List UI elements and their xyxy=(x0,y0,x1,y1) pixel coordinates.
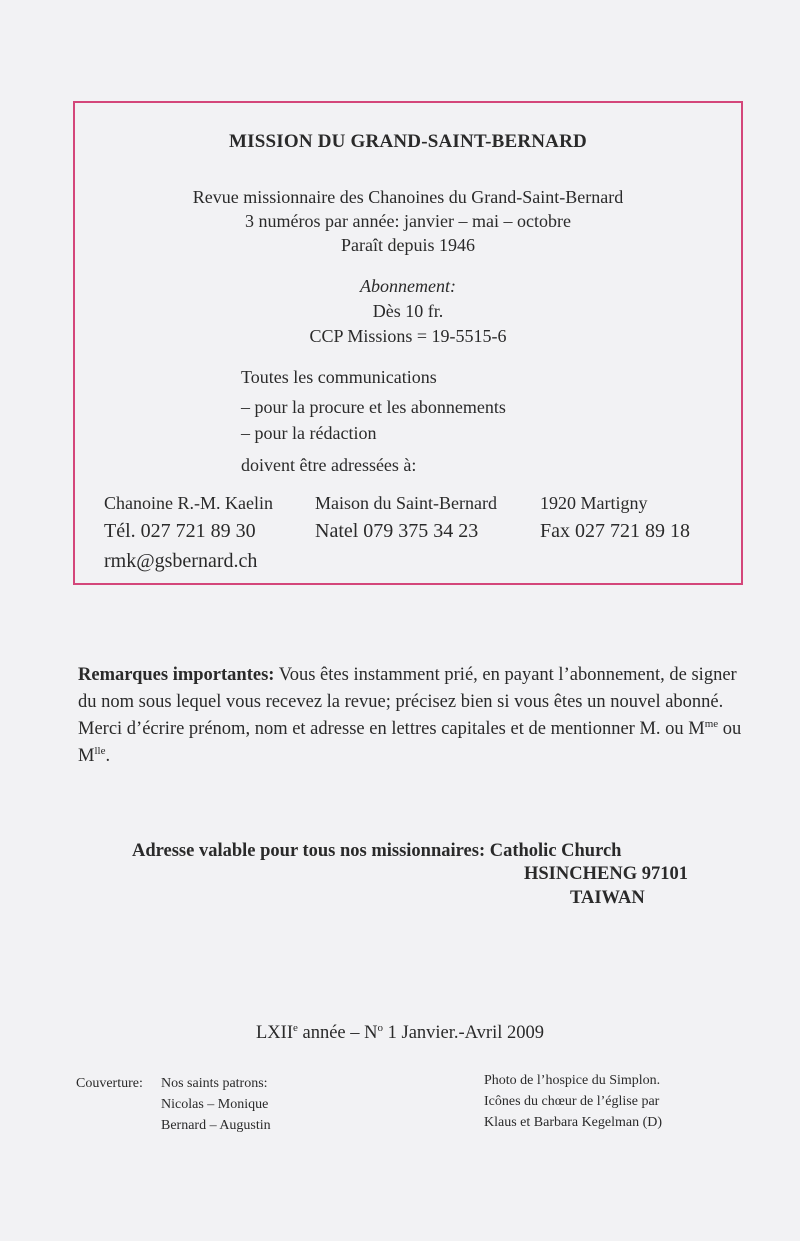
ccp: CCP Missions = 19-5515-6 xyxy=(309,326,507,346)
contact-name: Chanoine R.-M. Kaelin xyxy=(104,493,273,513)
communications-outro: doivent être adressées à: xyxy=(241,455,417,475)
issue-num-sup: o xyxy=(377,1022,383,1034)
communications-item: – pour la procure et les abonnements xyxy=(241,397,506,417)
since: Paraît depuis 1946 xyxy=(341,235,475,255)
contact-tel: Tél. 027 721 89 30 xyxy=(104,520,256,542)
remarks-text: Vous êtes instamment prié, en payant l’abonnement, de signer du nom sous lequel vous recevez la revue; précisez bien si vous êtes un nouvel abonné. Merci d’écrire prénom, nom et adresse en lettres capitales et de mentionner M. ou M xyxy=(78,665,737,739)
caption-photo-line: Icônes du chœur de l’église par xyxy=(484,1094,660,1109)
contact-city: 1920 Martigny xyxy=(540,493,648,513)
issue-text: 1 Janvier.-Avril 2009 xyxy=(383,1023,544,1043)
contact-house: Maison du Saint-Bernard xyxy=(315,493,497,513)
caption-photo-line: Photo de l’hospice du Simplon. xyxy=(484,1073,661,1088)
contact-email[interactable]: rmk@gsbernard.ch xyxy=(104,550,258,572)
remarks-paragraph xyxy=(78,662,750,770)
remarks-text: ou M xyxy=(78,719,742,766)
issue-line xyxy=(0,1023,800,1044)
address-line-1: Adresse valable pour tous nos missionnaires: Catholic Church xyxy=(132,841,622,861)
subscription-label: Abonnement: xyxy=(360,276,456,296)
issue-year-sup: e xyxy=(292,1022,298,1034)
subtitle: Revue missionnaire des Chanoines du Grand-Saint-Bernard xyxy=(192,187,624,207)
contact-natel: Natel 079 375 34 23 xyxy=(315,520,479,542)
communications-intro: Toutes les communications xyxy=(241,367,437,387)
communications-item: – pour la rédaction xyxy=(241,423,377,443)
remarks-sup-mlle: lle xyxy=(94,745,106,757)
caption-cover-line: Nos saints patrons: xyxy=(161,1076,268,1091)
info-box xyxy=(73,101,743,585)
caption-photo-line: Klaus et Barbara Kegelman (D) xyxy=(484,1115,663,1130)
caption-cover-line: Nicolas – Monique xyxy=(161,1097,269,1112)
remarks-text: . xyxy=(105,746,111,766)
caption-cover-line: Bernard – Augustin xyxy=(161,1118,271,1133)
subscription-price: Dès 10 fr. xyxy=(372,301,444,321)
contact-fax: Fax 027 721 89 18 xyxy=(540,520,690,542)
caption-cover-label: Couverture: xyxy=(76,1076,143,1091)
address-line-2: HSINCHENG 97101 xyxy=(524,864,688,884)
remarks-label: Remarques importantes: xyxy=(78,665,275,685)
box-title: MISSION DU GRAND-SAINT-BERNARD xyxy=(229,131,587,152)
issue-year: LXII xyxy=(256,1023,293,1043)
remarks-sup-mme: me xyxy=(704,718,719,730)
issue-text: année – N xyxy=(297,1023,378,1043)
address-line-3: TAIWAN xyxy=(570,888,645,908)
frequency: 3 numéros par année: janvier – mai – octobre xyxy=(245,211,571,231)
